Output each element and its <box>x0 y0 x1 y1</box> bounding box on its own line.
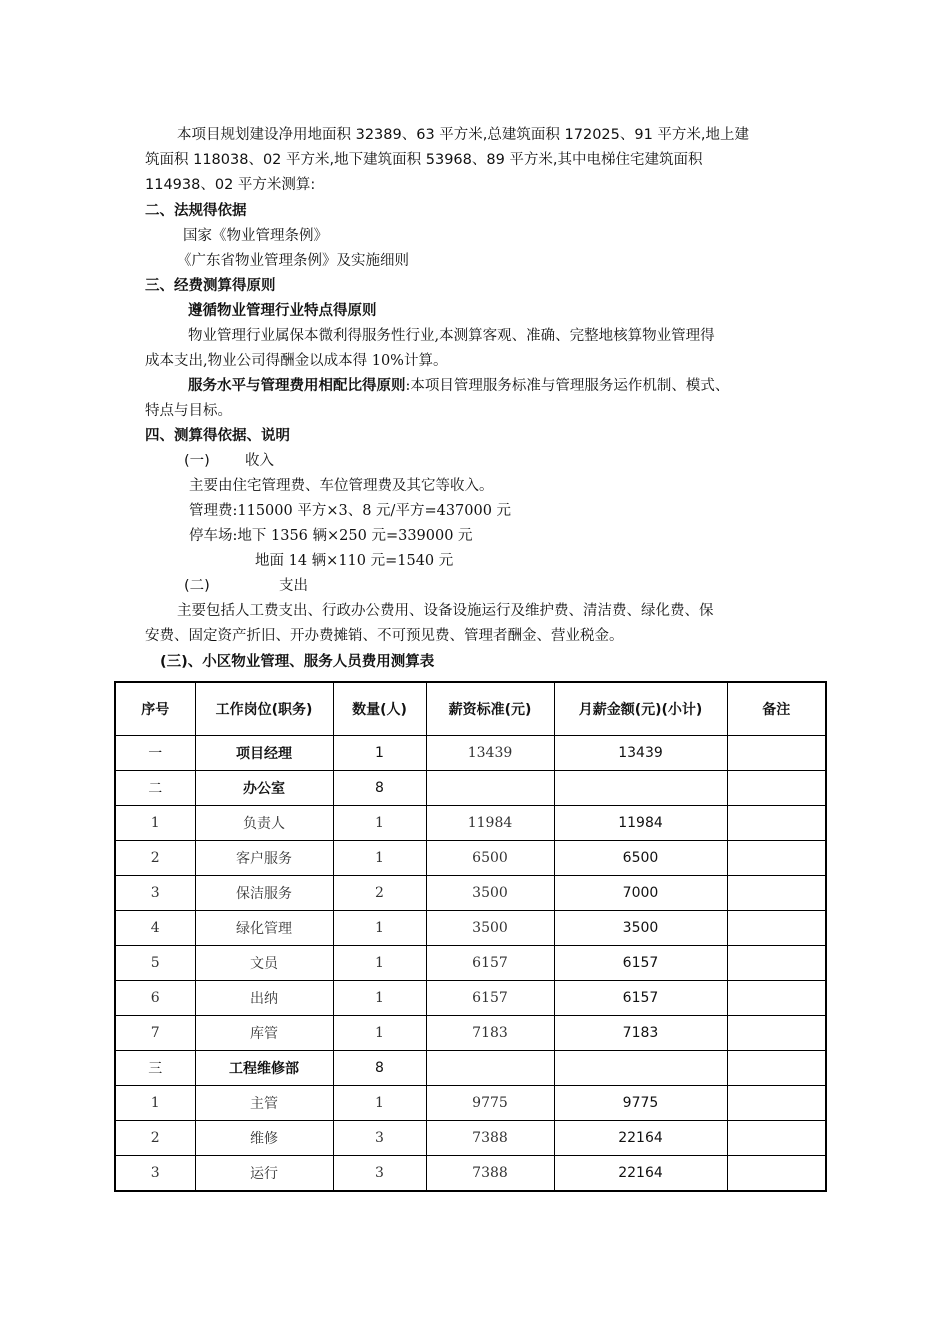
cell-qty: 8 <box>333 1051 426 1086</box>
table-row <box>115 1156 826 1192</box>
cell-qty: 8 <box>333 771 426 806</box>
cell-post: 主管 <box>195 1086 333 1121</box>
cell-no: 4 <box>115 911 195 946</box>
cell-std: 7388 <box>426 1121 554 1156</box>
cell-amt: 3500 <box>554 911 727 946</box>
intro-line-2: 筑面积 118038、02 平方米,地下建筑面积 53968、89 平方米,其中电梯住宅建筑面积 <box>145 152 703 168</box>
cell-amt: 22164 <box>554 1156 727 1192</box>
table-row <box>115 946 826 981</box>
cell-std: 3500 <box>426 876 554 911</box>
cell-std <box>426 1051 554 1086</box>
parking-ground: 地面 14 辆×110 元=1540 元 <box>255 553 454 569</box>
table-row <box>115 911 826 946</box>
cell-post: 办公室 <box>195 771 333 806</box>
table-header-row <box>115 682 826 736</box>
cell-note <box>727 806 826 841</box>
cell-note <box>727 1051 826 1086</box>
principle-1-line-1: 物业管理行业属保本微利得服务性行业,本测算客观、准确、完整地核算物业管理得 <box>188 328 715 344</box>
cell-std: 6157 <box>426 981 554 1016</box>
cell-qty: 1 <box>333 946 426 981</box>
section-heading-basis: 四、测算得依据、说明 <box>145 428 290 444</box>
cell-post: 运行 <box>195 1156 333 1192</box>
cell-no: 6 <box>115 981 195 1016</box>
section-heading-regulations: 二、法规得依据 <box>145 203 247 219</box>
cell-std: 13439 <box>426 736 554 771</box>
table-row <box>115 841 826 876</box>
cell-qty: 1 <box>333 981 426 1016</box>
cell-note <box>727 771 826 806</box>
cell-qty: 1 <box>333 1086 426 1121</box>
principle-1-title: 遵循物业管理行业特点得原则 <box>188 303 377 319</box>
cell-note <box>727 1156 826 1192</box>
expense-line-2: 安费、固定资产折旧、开办费摊销、不可预见费、管理者酬金、营业税金。 <box>145 628 624 644</box>
table-row <box>115 1121 826 1156</box>
section-heading-principles: 三、经费测算得原则 <box>145 278 276 294</box>
cell-amt: 11984 <box>554 806 727 841</box>
cell-note <box>727 736 826 771</box>
header-post: 工作岗位(职务) <box>195 682 333 736</box>
table-row <box>115 1086 826 1121</box>
header-note: 备注 <box>727 682 826 736</box>
cell-note <box>727 1121 826 1156</box>
cell-no: 2 <box>115 841 195 876</box>
expense-line-1: 主要包括人工费支出、行政办公费用、设备设施运行及维护费、清洁费、绿化费、保 <box>177 603 714 619</box>
cell-post: 绿化管理 <box>195 911 333 946</box>
cell-std: 3500 <box>426 911 554 946</box>
table-row <box>115 806 826 841</box>
cell-amt <box>554 1051 727 1086</box>
cell-amt: 9775 <box>554 1086 727 1121</box>
principle-2-text: :本项目管理服务标准与管理服务运作机制、模式、 <box>405 378 730 394</box>
header-no: 序号 <box>115 682 195 736</box>
expense-number: (二) <box>184 578 210 594</box>
cell-std: 9775 <box>426 1086 554 1121</box>
header-qty: 数量(人) <box>333 682 426 736</box>
cell-no: 1 <box>115 806 195 841</box>
cell-amt: 7183 <box>554 1016 727 1051</box>
principle-2-line-1 <box>188 376 729 396</box>
table-row <box>115 981 826 1016</box>
cell-post: 维修 <box>195 1121 333 1156</box>
parking-underground: 停车场:地下 1356 辆×250 元=339000 元 <box>189 528 473 544</box>
intro-line-1: 本项目规划建设净用地面积 32389、63 平方米,总建筑面积 172025、91 平方米,地上建 <box>177 127 750 143</box>
table-row <box>115 876 826 911</box>
cell-no: 1 <box>115 1086 195 1121</box>
cell-qty: 2 <box>333 876 426 911</box>
management-fee: 管理费:115000 平方×3、8 元/平方=437000 元 <box>189 503 512 519</box>
cell-note <box>727 841 826 876</box>
cell-amt: 6500 <box>554 841 727 876</box>
regulation-item-1: 国家《物业管理条例》 <box>183 228 328 244</box>
income-number: (一) <box>184 453 210 469</box>
cell-qty: 1 <box>333 841 426 876</box>
cell-note <box>727 981 826 1016</box>
staff-cost-table <box>114 681 827 1192</box>
cell-post: 文员 <box>195 946 333 981</box>
cell-post: 工程维修部 <box>195 1051 333 1086</box>
principle-2-line-2: 特点与目标。 <box>145 403 232 419</box>
cell-std: 7388 <box>426 1156 554 1192</box>
cell-post: 负责人 <box>195 806 333 841</box>
cell-amt: 6157 <box>554 981 727 1016</box>
cell-amt <box>554 771 727 806</box>
cell-std <box>426 771 554 806</box>
expense-label: 支出 <box>279 578 308 594</box>
cell-post: 客户服务 <box>195 841 333 876</box>
cell-no: 7 <box>115 1016 195 1051</box>
table-row <box>115 736 826 771</box>
cell-no: 3 <box>115 1156 195 1192</box>
cell-std: 6157 <box>426 946 554 981</box>
cell-post: 出纳 <box>195 981 333 1016</box>
principle-1-line-2: 成本支出,物业公司得酬金以成本得 10%计算。 <box>145 353 448 369</box>
cell-amt: 7000 <box>554 876 727 911</box>
cell-qty: 3 <box>333 1156 426 1192</box>
cell-no: 2 <box>115 1121 195 1156</box>
cell-note <box>727 876 826 911</box>
cell-note <box>727 1016 826 1051</box>
cell-amt: 13439 <box>554 736 727 771</box>
cell-qty: 1 <box>333 806 426 841</box>
table-title: (三)、小区物业管理、服务人员费用测算表 <box>160 654 435 670</box>
cell-qty: 3 <box>333 1121 426 1156</box>
cell-qty: 1 <box>333 1016 426 1051</box>
cell-note <box>727 911 826 946</box>
cell-note <box>727 946 826 981</box>
cell-post: 项目经理 <box>195 736 333 771</box>
income-label: 收入 <box>245 453 274 469</box>
cell-no: 三 <box>115 1051 195 1086</box>
cell-no: 一 <box>115 736 195 771</box>
cell-std: 11984 <box>426 806 554 841</box>
cell-qty: 1 <box>333 736 426 771</box>
regulation-item-2: 《广东省物业管理条例》及实施细则 <box>177 253 409 269</box>
table-row <box>115 771 826 806</box>
cell-no: 5 <box>115 946 195 981</box>
cell-no: 3 <box>115 876 195 911</box>
cell-post: 保洁服务 <box>195 876 333 911</box>
cell-qty: 1 <box>333 911 426 946</box>
cell-note <box>727 1086 826 1121</box>
cell-std: 7183 <box>426 1016 554 1051</box>
income-text: 主要由住宅管理费、车位管理费及其它等收入。 <box>189 478 494 494</box>
cell-amt: 22164 <box>554 1121 727 1156</box>
table-row <box>115 1051 826 1086</box>
header-salary-standard: 薪资标准(元) <box>426 682 554 736</box>
cell-std: 6500 <box>426 841 554 876</box>
cell-post: 库管 <box>195 1016 333 1051</box>
table-row <box>115 1016 826 1051</box>
cell-no: 二 <box>115 771 195 806</box>
principle-2-title: 服务水平与管理费用相配比得原则 <box>188 378 406 394</box>
intro-line-3: 114938、02 平方米测算: <box>145 177 316 193</box>
header-monthly-amount: 月薪金额(元)(小计) <box>554 682 727 736</box>
cell-amt: 6157 <box>554 946 727 981</box>
